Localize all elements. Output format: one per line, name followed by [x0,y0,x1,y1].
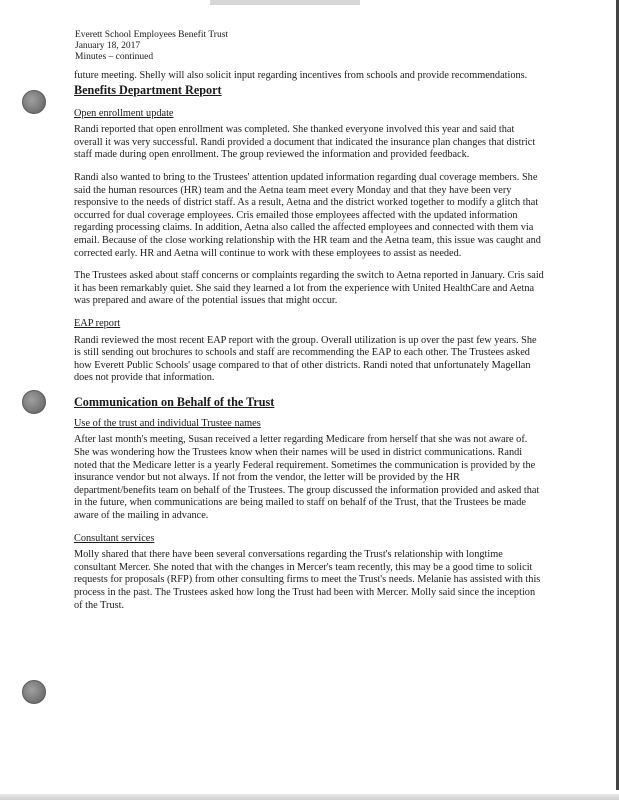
header-date: January 18, 2017 [75,41,141,51]
header-section: Minutes – continued [75,52,154,62]
open-enrollment-p1: Randi reported that open enrollment was completed. She thanked everyone involved this year and said that overall it was very successful. Randi provided a document that indicated the insurance plan changes that district staff made during open enrollment. The group reviewed the information and provided feedback. [74,124,536,161]
names-subheading: Use of the trust and individual Trustee names [74,417,261,429]
consultant-p1: Molly shared that there have been several conversations regarding the Trust's relationship with longtime consultant Mercer. She noted that with the changes in Mercer's team recently, this may be a good time to solicit requests for proposals (RFP) from other consulting firms to meet the Trust's needs. Melanie has assisted with this process in the past. The Trustees asked how long the Trust had been with Mercer. Molly said since the inception of the Trust. [74,549,541,611]
open-enrollment-subheading: Open enrollment update [74,107,174,119]
eap-subheading: EAP report [74,317,121,329]
running-header [75,30,228,63]
names-p1: After last month's meeting, Susan received a letter regarding Medicare from herself that she was not aware of. She was wondering how the Trustees know when their names will be used in district communications. Randi noted that the Medicare letter is a yearly Federal requirement. Sometimes the communication is provided by the insurance vendor but not always. If not from the vendor, the letter will be provided by the HR department/benefits team on behalf of the Trustees. The group discussed the information provided and asked that in the future, when communications are being mailed to staff on behalf of the Trust, that the Trustees be made aware of the mailing in advance. [74,434,540,522]
benefits-heading: Benefits Department Report [74,82,222,97]
open-enrollment-p3: The Trustees asked about staff concerns or complaints regarding the switch to Aetna reported in January. Cris said it has been remarkably quiet. She said they learned a lot from the experience with United HealthCare and Aetna was prepared and aware of the potential issues that might occur. [74,270,544,307]
scan-smudge [210,0,360,5]
punch-hole-bottom [22,680,46,704]
intro-paragraph: future meeting. Shelly will also solicit input regarding incentives from schools and provide recommendations. [74,70,528,81]
communication-heading: Communication on Behalf of the Trust [74,394,275,409]
punch-hole-top [22,90,46,114]
consultant-subheading: Consultant services [74,532,155,544]
page-bottom-shadow [0,794,619,800]
punch-hole-middle [22,390,46,414]
eap-p1: Randi reviewed the most recent EAP report with the group. Overall utilization is up over the past few years. She is still sending out brochures to schools and staff are recommending the EAP to each other. The Trustees asked how Everett Public Schools' usage compared to that of other districts. Randi noted that unfortunately Magellan does not provide that information. [74,334,537,384]
document-body [74,70,544,612]
header-org: Everett School Employees Benefit Trust [75,30,229,40]
open-enrollment-p2: Randi also wanted to bring to the Trustees' attention updated information regarding dual coverage members. She said the human resources (HR) team and the Aetna team meet every Monday and that they have been very responsive to the needs of district staff. As a result, Aetna and the district worked together to modify a glitch that occurred for dual coverage employees. Cris emailed those employees affected with the updated information regarding processing claims. In addition, Aetna also called the affected employees and connected with them via email. Because of the close working relationship with the HR team and the Aetna team, this issue was caught and corrected early. HR and Aetna will continue to work with these employees to assist as needed. [74,171,541,259]
